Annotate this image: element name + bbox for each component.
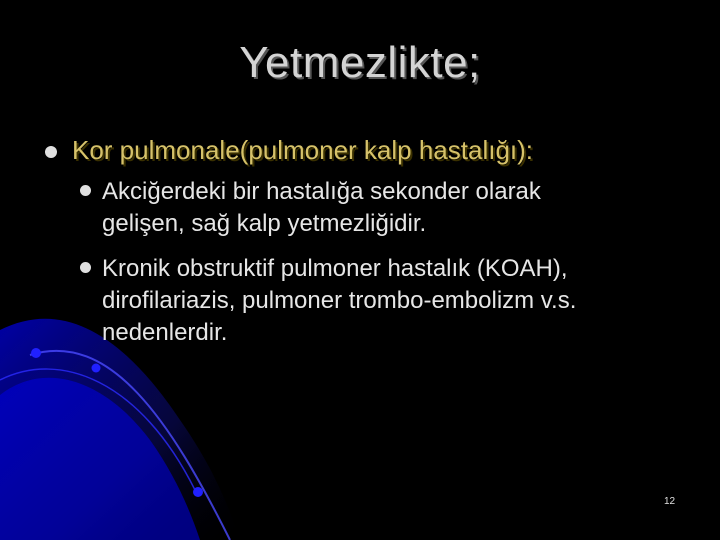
- sub-bullet-2-line-1: Kronik obstruktif pulmoner hastalık (KOAH),: [102, 255, 568, 282]
- deco-dot: [193, 487, 203, 497]
- page-number: 12: [664, 496, 676, 507]
- bullet-dot-icon: [80, 185, 91, 196]
- main-bullet-text: Kor pulmonale(pulmoner kalp hastalığı):: [72, 135, 534, 165]
- sub-bullet-1-line-2: gelişen, sağ kalp yetmezliğidir.: [102, 210, 427, 237]
- deco-dot: [92, 364, 101, 373]
- sub-bullet-2-line-2: dirofilariazis, pulmoner trombo-embolizm v.s.: [102, 287, 577, 314]
- bullet-dot-icon: [45, 146, 57, 158]
- bullet-dot-icon: [80, 262, 91, 273]
- sub-bullet-2: [102, 253, 682, 349]
- sub-bullet-2-line-3: nedenlerdir.: [102, 319, 228, 346]
- sub-bullet-1-line-1: Akciğerdeki bir hastalığa sekonder olarak: [102, 178, 541, 205]
- deco-dot: [31, 348, 41, 358]
- sub-bullet-1: [102, 176, 682, 240]
- slide-title: Yetmezlikte;: [239, 38, 481, 87]
